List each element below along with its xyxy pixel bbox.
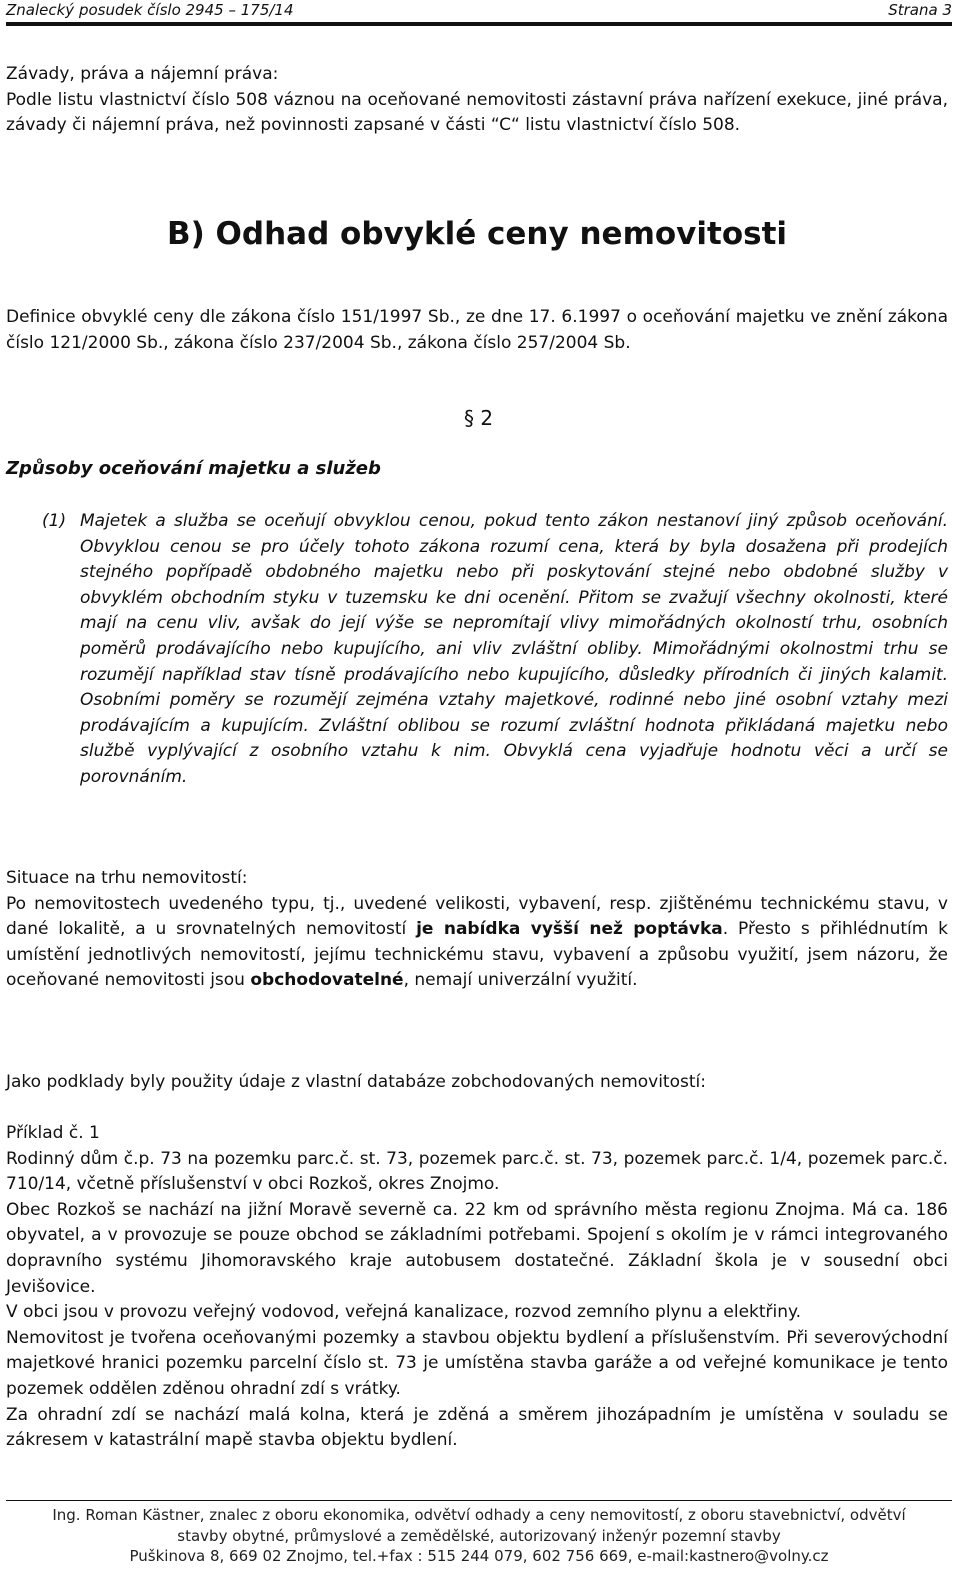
market-emphasis-1: je nabídka vyšší než poptávka [416, 919, 723, 940]
paragraph-sign: § 2 [464, 406, 494, 430]
encumbrances-heading: Závady, práva a nájemní práva: [6, 64, 279, 84]
section-title: B) Odhad obvyklé ceny nemovitosti [166, 216, 788, 252]
page-footer [6, 1500, 952, 1567]
example-line: Rodinný dům č.p. 73 na pozemku parc.č. st. 73, pozemek parc.č. st. 73, pozemek parc.č. 1/4, pozemek parc.č. 710/14, včetně příslušenství v obci Rozkoš, okres Znojmo. [6, 1148, 948, 1195]
market-emphasis-2: obchodovatelné [250, 970, 404, 991]
page-header [6, 0, 952, 26]
document-number: Znalecký posudek číslo 2945 – 175/14 [6, 1, 294, 19]
definition-text: Definice obvyklé ceny dle zákona číslo 151/1997 Sb., ze dne 17. 6.1997 o oceňování majetku ve znění zákona číslo 121/2000 Sb., zákona číslo 237/2004 Sb., zákona číslo 257/2004 Sb. [6, 307, 948, 353]
example-line: Obec Rozkoš se nachází na jižní Moravě severně ca. 22 km od správního města regionu Znojma. Má ca. 186 obyvatel, a v provozuje se pouze obchod se základními potřebami. Spojení s okolím je v rámci integrovaného dopravního systému Jihomoravského kraje autobusem dostatečné. Základní škola je v sousední obci Jevišovice. [6, 1199, 948, 1297]
example-section [6, 1121, 948, 1454]
example-label: Příklad č. 1 [6, 1123, 100, 1143]
encumbrances-section [6, 62, 948, 139]
data-source-text: Jako podklady byly použity údaje z vlastní databáze zobchodovaných nemovitostí: [6, 1072, 706, 1092]
market-heading: Situace na trhu nemovitostí: [6, 868, 248, 888]
encumbrances-text: Podle listu vlastnictví číslo 508 váznou na oceňované nemovitosti zástavní práva nařízení exekuce, jiné práva, závady či nájemní práva, než povinnosti zapsané v části “C“ listu vlastnictví číslo 508. [6, 89, 948, 136]
example-line: Za ohradní zdí se nachází malá kolna, která je zděná a směrem jihozápadním je umístěna v souladu se zákresem v katastrální mapě stavba objektu bydlení. [6, 1404, 948, 1451]
market-text: Po nemovitostech uvedeného typu, tj., uvedené velikosti, vybavení, resp. zjištěnému technickému stavu, v dané lokalitě, a u srovnatelných nemovitostí je nabídka vyšší než poptávka. Přesto s přihlédnutím k umístění jednotlivých nemovitostí, jejímu technickému stavu, vybavení a způsobu využití, jsem názoru, že oceňované nemovitosti jsou obchodovatelné, nemají univerzální využití. [6, 893, 948, 991]
market-section [6, 866, 948, 994]
law-item [42, 509, 948, 791]
page-number: Strana 3 [888, 1, 952, 19]
law-item-number: (1) [42, 511, 67, 531]
footer-line: Puškinova 8, 669 02 Znojmo, tel.+fax : 515 244 079, 602 756 669, e-mail:kastnero@volny.cz [129, 1547, 829, 1565]
footer-line: stavby obytné, průmyslové a zemědělské, autorizovaný inženýr pozemní stavby [177, 1526, 781, 1545]
footer-line: Ing. Roman Kästner, znalec z oboru ekonomika, odvětví odhady a ceny nemovitostí, z oboru stavebnictví, odvětví [52, 1506, 906, 1524]
law-heading: Způsoby oceňování majetku a služeb [6, 458, 381, 479]
law-item-text: Majetek a služba se oceňují obvyklou cenou, pokud tento zákon nestanoví jiný způsob oceňování. Obvyklou cenou se pro účely tohoto zákona rozumí cena, která by byla dosažena při prodejích stejného popřípadě obdobného majetku nebo při poskytování stejné nebo obdobné služby v obvyklém obchodním styku v tuzemsku ke dni ocenění. Přitom se zvažují všechny okolnosti, které mají na cenu vliv, avšak do její výše se nepromítají vlivy mimořádných okolností trhu, osobních poměrů prodávajícího nebo kupujícího, ani vliv zvláštní obliby. Mimořádnými okolnostmi trhu se rozumějí například stav tísně prodávajícího nebo kupujícího, důsledky přírodních či jiných kalamit. Osobními poměry se rozumějí zejména vztahy majetkové, rodinné nebo jiné osobní vztahy mezi prodávajícím a kupujícím. Zvláštní oblibou se rozumí zvláštní hodnota přikládaná majetku nebo službě vyplývající z osobního vztahu k nim. Obvyklá cena vyjadřuje hodnotu věci a určí se porovnáním. [80, 511, 948, 787]
example-line: Nemovitost je tvořena oceňovanými pozemky a stavbou objektu bydlení a příslušenstvím. Při severovýchodní majetkové hranici pozemku parcelní číslo st. 73 je umístěna stavba garáže a od veřejné komunikace je tento pozemek oddělen zděnou ohradní zdí s vrátky. [6, 1327, 948, 1399]
example-line: V obci jsou v provozu veřejný vodovod, veřejná kanalizace, rozvod zemního plynu a elektřiny. [6, 1302, 802, 1323]
